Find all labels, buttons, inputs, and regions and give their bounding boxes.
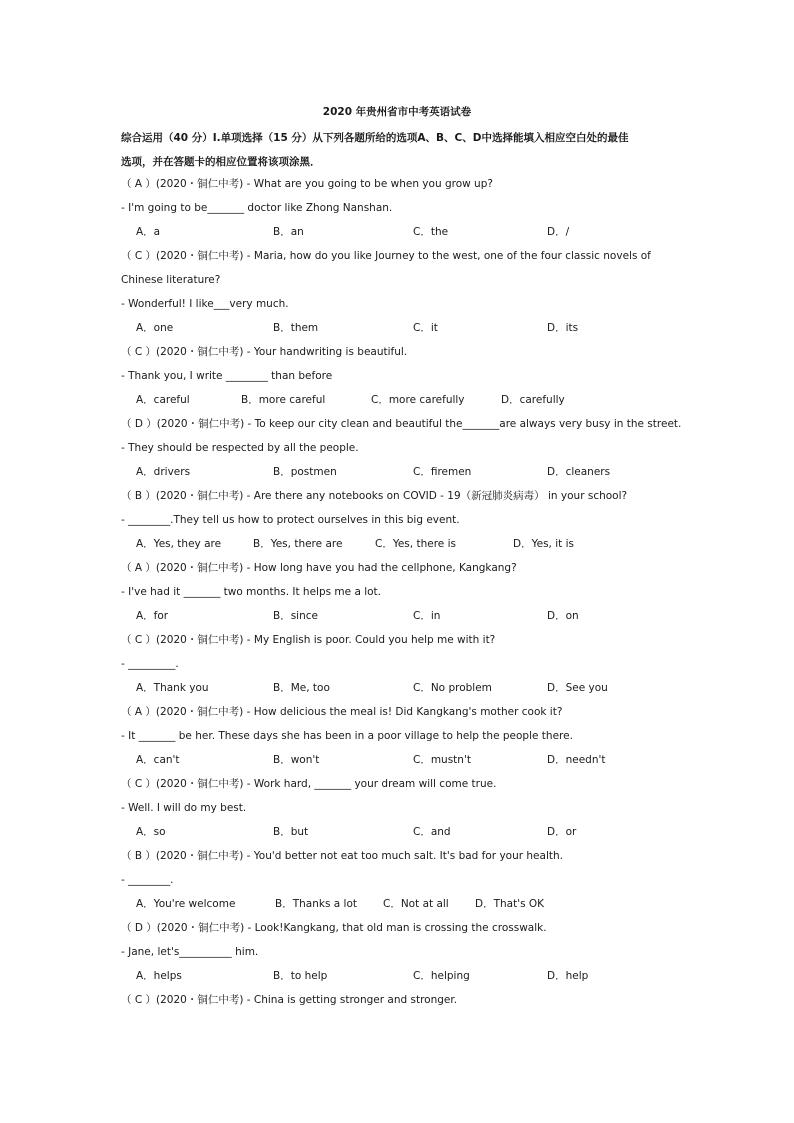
answer-options: [121, 220, 691, 244]
question-reply: - It _______ be her. These days she has been in a poor village to help the people there.: [121, 730, 573, 742]
question-stem: （ C ）(2020・铜仁中考) - China is getting stronger and stronger.: [121, 994, 458, 1006]
answer-option: B．Me, too: [273, 682, 330, 694]
answer-option: D．its: [547, 322, 579, 334]
answer-option: B．Thanks a lot: [275, 898, 357, 910]
answer-option: C．helping: [413, 970, 470, 982]
question-reply: - I'm going to be_______ doctor like Zhong Nanshan.: [121, 202, 393, 214]
question-item: [121, 772, 691, 844]
answer-options: [121, 820, 691, 844]
question-item: [121, 484, 691, 556]
answer-option: B．postmen: [273, 466, 337, 478]
question-stem-continued: Chinese literature?: [121, 274, 221, 286]
answer-option: B．won't: [273, 754, 320, 766]
answer-option: B．but: [273, 826, 309, 838]
question-reply: - I've had it _______ two months. It helps me a lot.: [121, 586, 382, 598]
answer-option: B．since: [273, 610, 318, 622]
question-reply: - Thank you, I write ________ than before: [121, 370, 333, 382]
question-item: [121, 340, 691, 412]
section-instructions: [121, 126, 681, 174]
answer-option: A．You're welcome: [136, 898, 236, 910]
answer-option: C．the: [413, 226, 449, 238]
answer-option: A．helps: [136, 970, 182, 982]
answer-options: [121, 388, 691, 412]
question-item: [121, 700, 691, 772]
answer-option: B．Yes, there are: [253, 538, 343, 550]
answer-option: D．That's OK: [475, 898, 545, 910]
answer-option: C．in: [413, 610, 441, 622]
question-stem: （ B ）(2020・铜仁中考) - You'd better not eat too much salt. It's bad for your health.: [121, 850, 563, 862]
answer-options: [121, 964, 691, 988]
question-stem: （ D ）(2020・铜仁中考) - To keep our city clean and beautiful the_______are always very busy in the street.: [121, 418, 682, 430]
answer-options: [121, 676, 691, 700]
question-item: [121, 412, 691, 484]
question-stem: （ C ）(2020・铜仁中考) - Your handwriting is beautiful.: [121, 346, 408, 358]
answer-option: D．Yes, it is: [513, 538, 574, 550]
answer-option: C．firemen: [413, 466, 472, 478]
answer-options: [121, 460, 691, 484]
question-list: [121, 172, 691, 1012]
question-item: [121, 172, 691, 244]
answer-option: D．or: [547, 826, 577, 838]
answer-option: A．drivers: [136, 466, 191, 478]
question-reply: - Wonderful! I like___very much.: [121, 298, 289, 310]
question-reply: - ________.: [121, 874, 174, 886]
answer-option: A．careful: [136, 394, 190, 406]
question-item: [121, 844, 691, 916]
question-stem: （ B ）(2020・铜仁中考) - Are there any notebooks on COVID - 19（新冠肺炎病毒） in your school?: [121, 490, 628, 502]
instructions-line-1: 综合运用（40 分）I.单项选择（15 分）从下列各题所给的选项A、B、C、D中选择能填入相应空白处的最佳: [121, 132, 629, 144]
question-stem: （ A ）(2020・铜仁中考) - How long have you had the cellphone, Kangkang?: [121, 562, 517, 574]
answer-option: D．/: [547, 226, 570, 238]
answer-option: B．them: [273, 322, 319, 334]
answer-options: [121, 532, 691, 556]
answer-option: B．to help: [273, 970, 328, 982]
answer-option: A．Yes, they are: [136, 538, 222, 550]
answer-option: D．on: [547, 610, 579, 622]
page-title: 2020 年贵州省市中考英语试卷: [322, 106, 472, 118]
answer-option: A．a: [136, 226, 161, 238]
question-reply: - ________.They tell us how to protect ourselves in this big event.: [121, 514, 460, 526]
answer-option: C．more carefully: [371, 394, 465, 406]
answer-option: A．Thank you: [136, 682, 209, 694]
question-item: [121, 556, 691, 628]
answer-option: C．mustn't: [413, 754, 471, 766]
question-item: [121, 916, 691, 988]
question-stem: （ C ）(2020・铜仁中考) - Maria, how do you like Journey to the west, one of the four classic novels of: [121, 250, 651, 262]
question-stem: （ D ）(2020・铜仁中考) - Look!Kangkang, that old man is crossing the crosswalk.: [121, 922, 547, 934]
answer-options: [121, 316, 691, 340]
question-stem: （ A ）(2020・铜仁中考) - What are you going to be when you grow up?: [121, 178, 493, 190]
answer-option: C．and: [413, 826, 451, 838]
answer-options: [121, 604, 691, 628]
answer-options: [121, 748, 691, 772]
question-stem: （ C ）(2020・铜仁中考) - Work hard, _______ your dream will come true.: [121, 778, 497, 790]
answer-option: C．Not at all: [383, 898, 449, 910]
question-reply: - They should be respected by all the people.: [121, 442, 359, 454]
answer-option: A．can't: [136, 754, 180, 766]
answer-option: C．Yes, there is: [375, 538, 456, 550]
question-item: [121, 628, 691, 700]
answer-option: D．help: [547, 970, 589, 982]
answer-option: A．one: [136, 322, 174, 334]
instructions-line-2: 选项，并在答题卡的相应位置将该项涂黑．: [121, 156, 321, 168]
answer-options: [121, 892, 691, 916]
answer-option: D．cleaners: [547, 466, 611, 478]
answer-option: D．carefully: [501, 394, 565, 406]
answer-option: C．No problem: [413, 682, 492, 694]
answer-option: A．for: [136, 610, 169, 622]
question-item: [121, 244, 691, 340]
answer-option: C．it: [413, 322, 438, 334]
answer-option: D．needn't: [547, 754, 606, 766]
question-reply: - Jane, let's__________ him.: [121, 946, 259, 958]
question-reply: - Well. I will do my best.: [121, 802, 247, 814]
question-reply: - _________.: [121, 658, 179, 670]
answer-option: B．more careful: [241, 394, 326, 406]
question-stem: （ C ）(2020・铜仁中考) - My English is poor. Could you help me with it?: [121, 634, 496, 646]
answer-option: A．so: [136, 826, 166, 838]
answer-option: D．See you: [547, 682, 608, 694]
question-item: [121, 988, 691, 1012]
answer-option: B．an: [273, 226, 304, 238]
question-stem: （ A ）(2020・铜仁中考) - How delicious the meal is! Did Kangkang's mother cook it?: [121, 706, 563, 718]
